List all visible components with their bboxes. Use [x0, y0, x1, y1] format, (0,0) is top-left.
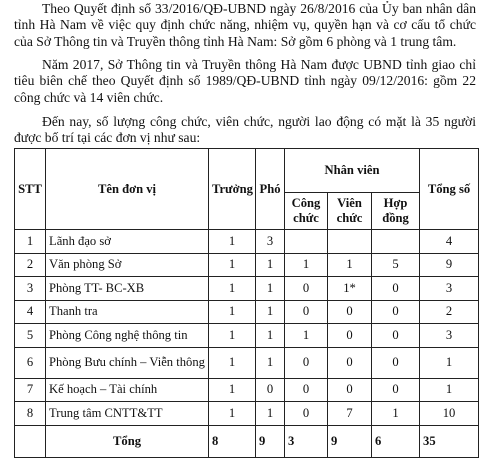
- cell-tong: 3: [420, 277, 479, 301]
- cell-vien-chuc: 0: [328, 300, 372, 324]
- table-row: [15, 277, 479, 301]
- cell-tong: 9: [420, 253, 479, 277]
- cell-unit: Phòng TT- BC-XB: [46, 277, 209, 301]
- table-row: [15, 324, 479, 348]
- cell-cong-chuc: 0: [285, 277, 328, 301]
- cell-cong-chuc: 0: [285, 300, 328, 324]
- cell-hop-dong: 0: [372, 277, 420, 301]
- table-row: [15, 378, 479, 402]
- cell-hop-dong: 0: [372, 378, 420, 402]
- cell-unit: Kế hoạch – Tài chính: [46, 378, 209, 402]
- total-hop-dong: 6: [372, 425, 420, 457]
- cell-vien-chuc: 0: [328, 347, 372, 378]
- header-stt: STT: [15, 149, 46, 230]
- cell-unit: Thanh tra: [46, 300, 209, 324]
- header-unit: Tên đơn vị: [46, 149, 209, 230]
- cell-pho: 0: [256, 378, 285, 402]
- cell-vien-chuc: 0: [328, 324, 372, 348]
- cell-pho: 1: [256, 347, 285, 378]
- cell-tong: 2: [420, 300, 479, 324]
- cell-tong: 1: [420, 378, 479, 402]
- cell-truong: 1: [209, 253, 256, 277]
- cell-stt: 5: [15, 324, 46, 348]
- paragraph-staffing-quota: Năm 2017, Sở Thông tin và Truyền thông Hà Nam được UBND tỉnh giao chỉ tiêu biên chế theo Quyết định số 1989/QĐ-UBND tỉnh ngày 09/12/2016: gồm 22 công chức và 14 viên chức.: [14, 57, 476, 105]
- paragraph-current-staff: Đến nay, số lượng công chức, viên chức, người lao động có mặt là 35 người được bố trí tại các đơn vị như sau:: [14, 114, 476, 146]
- cell-truong: 1: [209, 300, 256, 324]
- cell-truong: 1: [209, 324, 256, 348]
- cell-cong-chuc: 1: [285, 253, 328, 277]
- cell-truong: 1: [209, 277, 256, 301]
- cell-cong-chuc: 0: [285, 378, 328, 402]
- cell-hop-dong: 1: [372, 402, 420, 426]
- cell-stt: 2: [15, 253, 46, 277]
- cell-vien-chuc: [328, 230, 372, 254]
- cell-pho: 1: [256, 402, 285, 426]
- total-label: Tổng: [46, 425, 209, 457]
- header-hop-dong: Hợp đồng: [372, 193, 420, 230]
- header-pho: Phó: [256, 149, 285, 230]
- cell-cong-chuc: [285, 230, 328, 254]
- header-truong: Trưởng: [209, 149, 256, 230]
- cell-unit: Phòng Bưu chính – Viễn thông: [46, 347, 209, 378]
- cell-tong: 10: [420, 402, 479, 426]
- table-row: [15, 300, 479, 324]
- total-truong: 8: [209, 425, 256, 457]
- cell-tong: 1: [420, 347, 479, 378]
- cell-cong-chuc: 0: [285, 402, 328, 426]
- cell-unit: Trung tâm CNTT&TT: [46, 402, 209, 426]
- cell-stt: 3: [15, 277, 46, 301]
- total-vien-chuc: 9: [328, 425, 372, 457]
- total-pho: 9: [256, 425, 285, 457]
- header-vien-chuc: Viên chức: [328, 193, 372, 230]
- paragraph-decision-33: Theo Quyết định số 33/2016/QĐ-UBND ngày 26/8/2016 của Ủy ban nhân dân tỉnh Hà Nam về việc quy định chức năng, nhiệm vụ, quyền hạn và cơ cấu tổ chức của Sở Thông tin và Truyền thông tỉnh Hà Nam: Sở gồm 6 phòng và 1 trung tâm.: [14, 1, 476, 49]
- cell-hop-dong: 0: [372, 324, 420, 348]
- cell-stt: 6: [15, 347, 46, 378]
- cell-hop-dong: [372, 230, 420, 254]
- table-row: [15, 253, 479, 277]
- cell-cong-chuc: 0: [285, 347, 328, 378]
- cell-pho: 3: [256, 230, 285, 254]
- total-stt: [15, 425, 46, 457]
- cell-hop-dong: 0: [372, 300, 420, 324]
- header-tong-so: Tổng số: [420, 149, 479, 230]
- cell-unit: Lãnh đạo sở: [46, 230, 209, 254]
- cell-pho: 1: [256, 300, 285, 324]
- cell-tong: 4: [420, 230, 479, 254]
- total-row: [15, 425, 479, 457]
- cell-truong: 1: [209, 378, 256, 402]
- cell-pho: 1: [256, 277, 285, 301]
- table-row: [15, 230, 479, 254]
- cell-hop-dong: 0: [372, 347, 420, 378]
- cell-vien-chuc: 1*: [328, 277, 372, 301]
- cell-cong-chuc: 1: [285, 324, 328, 348]
- cell-tong: 3: [420, 324, 479, 348]
- table-row: [15, 402, 479, 426]
- cell-stt: 4: [15, 300, 46, 324]
- total-tong: 35: [420, 425, 479, 457]
- cell-stt: 8: [15, 402, 46, 426]
- header-cong-chuc: Công chức: [285, 193, 328, 230]
- total-cong-chuc: 3: [285, 425, 328, 457]
- cell-unit: Văn phòng Sở: [46, 253, 209, 277]
- staff-table: [14, 148, 479, 458]
- cell-truong: 1: [209, 402, 256, 426]
- cell-vien-chuc: 7: [328, 402, 372, 426]
- cell-vien-chuc: 1: [328, 253, 372, 277]
- cell-truong: 1: [209, 347, 256, 378]
- cell-pho: 1: [256, 324, 285, 348]
- table-row: [15, 347, 479, 378]
- cell-vien-chuc: 0: [328, 378, 372, 402]
- header-nhan-vien: Nhân viên: [285, 149, 420, 193]
- cell-truong: 1: [209, 230, 256, 254]
- cell-pho: 1: [256, 253, 285, 277]
- cell-hop-dong: 5: [372, 253, 420, 277]
- cell-stt: 1: [15, 230, 46, 254]
- cell-stt: 7: [15, 378, 46, 402]
- cell-unit: Phòng Công nghệ thông tin: [46, 324, 209, 348]
